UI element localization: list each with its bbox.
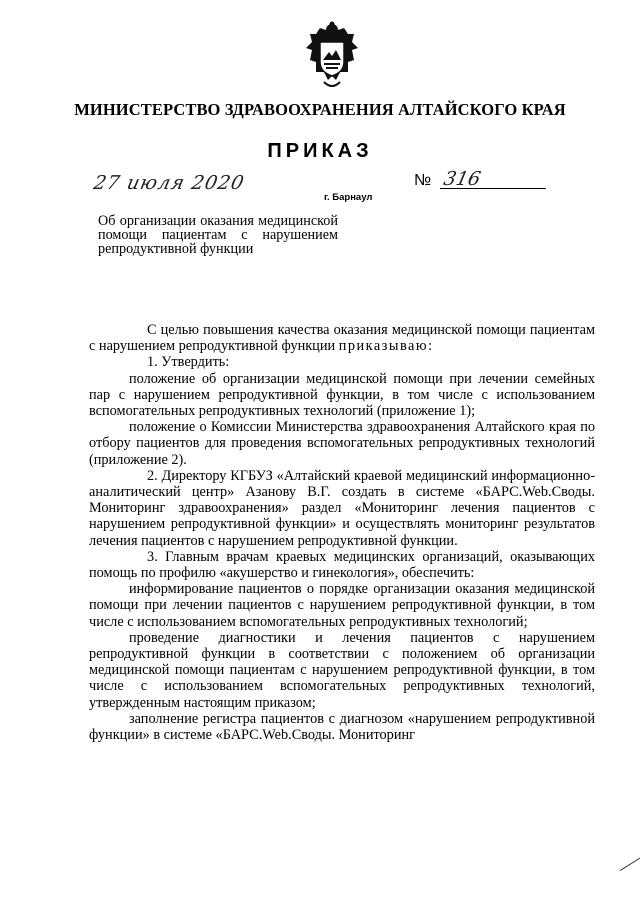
handwritten-date: 27 июля 2020 [91, 172, 247, 194]
document-type: ПРИКАЗ [267, 140, 373, 162]
order-body [89, 322, 595, 743]
paragraph-3b: проведение диагностики и лечения пациентов с нарушением репродуктивной функции в соответствии с положением об организации медицинской помощи пациентам с нарушением репродуктивной функции, в том числе с использованием вспомогательных репродуктивных технологий, утвержденным настоящим приказом; [89, 629, 595, 711]
margin-pen-mark [620, 854, 640, 872]
paragraph-1: 1. Утвердить: [147, 354, 230, 371]
paragraph-2: 2. Директору КГБУЗ «Алтайский краевой медицинский информационно-аналитический центр» Азанову В.Г. создать в системе «БАРС.Web.Своды. Мониторинг здравоохранения» раздел «Мониторинг лечения пациентов с нарушением репродуктивной функции» и осуществлять мониторинг результатов лечения пациентов с нарушением репродуктивной функции. [89, 467, 595, 549]
order-word: приказываю [338, 338, 429, 355]
handwritten-number: 316 [441, 168, 483, 190]
body-intro: С целью повышения качества оказания медицинской помощи пациентам с нарушением репродуктивной функции приказываю: [89, 322, 595, 355]
city-name: г. Барнаул [324, 192, 373, 203]
ministry-name: МИНИСТЕРСТВО ЗДРАВООХРАНЕНИЯ АЛТАЙСКОГО КРАЯ [74, 100, 566, 119]
paragraph-3: 3. Главным врачам краевых медицинских организаций, оказывающих помощь по профилю «акушерство и гинекология», обеспечить: [89, 548, 595, 582]
number-label: № [414, 172, 432, 189]
paragraph-3c: заполнение регистра пациентов с диагнозом «нарушением репродуктивной функции» в системе «БАРС.Web.Своды. Мониторинг [89, 710, 595, 744]
order-subject: Об организации оказания медицинской помощи пациентам с нарушением репродуктивной функции [98, 213, 338, 257]
coat-of-arms-emblem [302, 20, 362, 92]
paragraph-1a: положение об организации медицинской помощи при лечении семейных пар с нарушением репродуктивной функции, в том числе с использованием вспомогательных репродуктивных технологий (приложение 1); [89, 370, 595, 420]
paragraph-1b: положение о Комиссии Министерства здравоохранения Алтайского края по отбору пациентов для проведения вспомогательных репродуктивных технологий (приложение 2). [89, 419, 595, 468]
paragraph-3a: информирование пациентов о порядке организации оказания медицинской помощи при лечении пациентов с нарушением репродуктивной функции, в том числе с использованием вспомогательных репродуктивных технологий; [89, 581, 595, 630]
number-underline [440, 188, 546, 189]
